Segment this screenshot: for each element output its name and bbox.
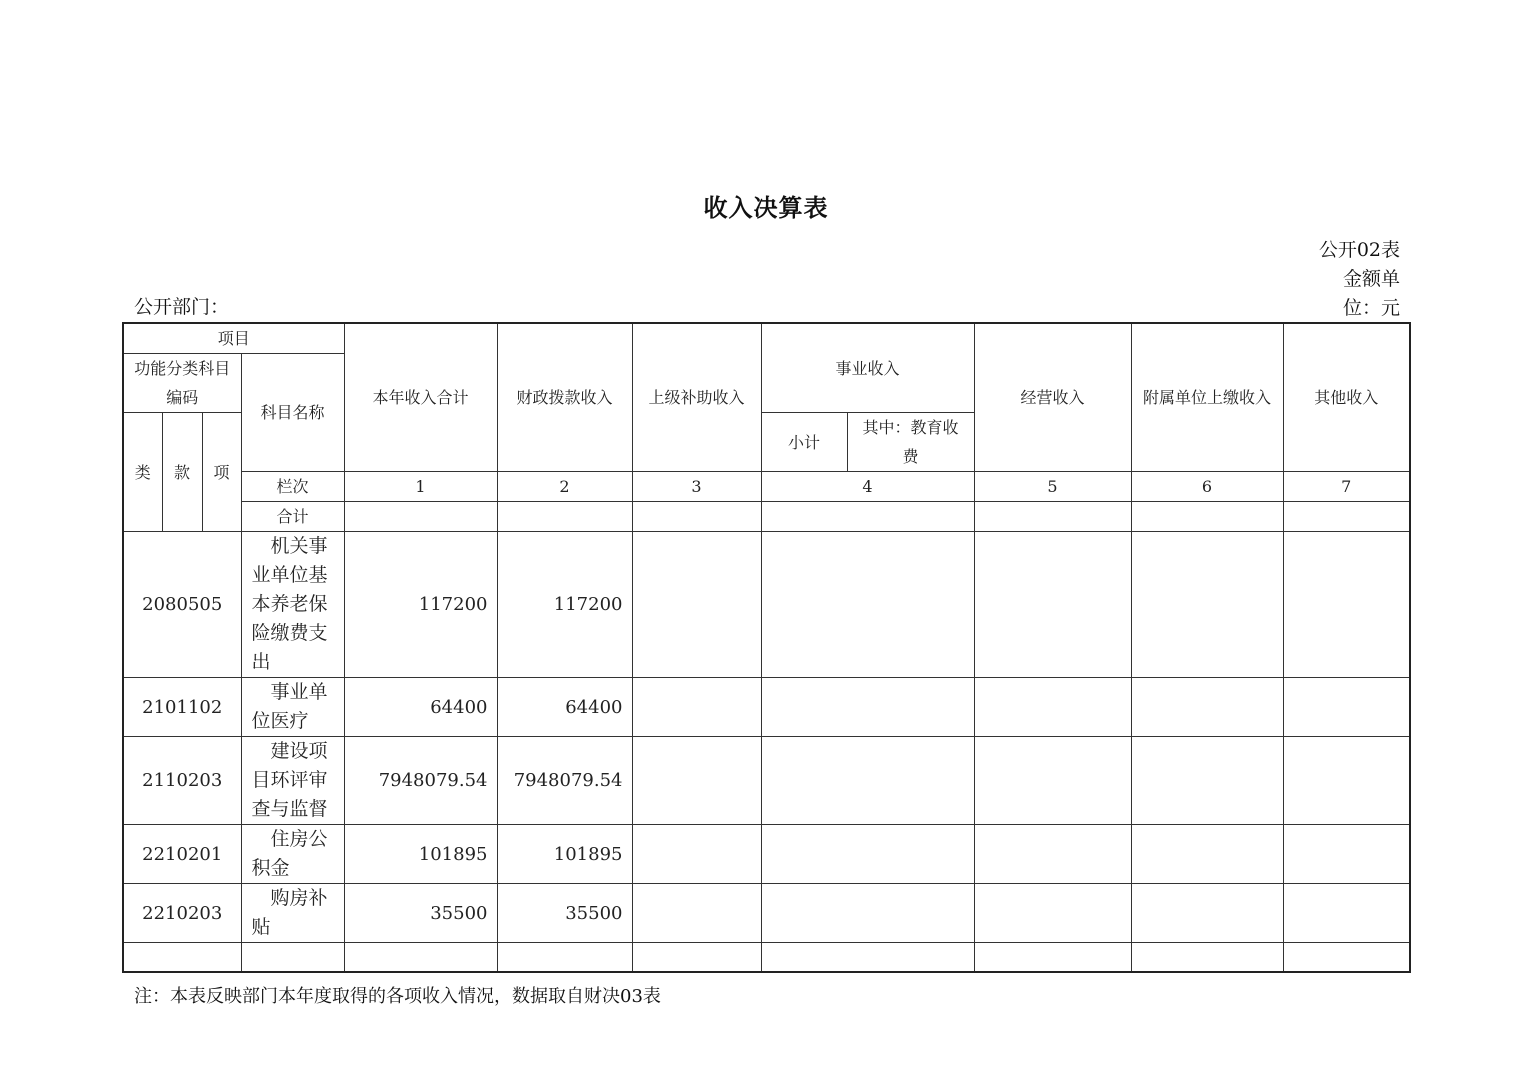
row-subject-name-text: 购房补贴 [251,887,328,938]
col-number: 1 [344,472,497,502]
row-subject-name-text: 建设项目环评审查与监督 [251,740,328,820]
col-number: 2 [497,472,632,502]
header-item: 项目 [123,323,344,354]
table-row [123,678,1410,737]
total-row [123,502,1410,532]
form-number: 公开02表 [1318,239,1400,261]
header-col-edu [847,413,974,472]
col-number: 3 [632,472,761,502]
row-cell [632,737,761,825]
row-subject-name [241,678,344,737]
header-col-affiliated: 附属单位上缴收入 [1131,323,1283,472]
empty-row [123,943,1410,972]
row-cell [1131,532,1283,678]
unit-line-1: 金额单 [1342,268,1400,290]
row-cell [761,678,974,737]
row-code: 2101102 [123,678,241,737]
row-cell [974,737,1131,825]
row-fiscal: 117200 [497,532,632,678]
header-row-1 [123,323,1410,354]
row-total: 35500 [344,884,497,943]
row-code: 2210203 [123,884,241,943]
total-cell [974,502,1131,532]
empty-cell [1283,943,1410,972]
row-fiscal: 101895 [497,825,632,884]
row-subject-name [241,532,344,678]
income-table [122,322,1411,973]
row-subject-name [241,884,344,943]
unit-line-2: 位：元 [1342,297,1400,319]
header-kuan: 款 [162,413,202,532]
col-number: 6 [1131,472,1283,502]
page-title: 收入决算表 [703,193,829,222]
row-cell [632,884,761,943]
empty-cell [241,943,344,972]
total-cell [497,502,632,532]
row-cell [761,884,974,943]
row-cell [1283,532,1410,678]
row-cell [1131,825,1283,884]
total-cell [1283,502,1410,532]
empty-cell [1131,943,1283,972]
row-cell [1283,737,1410,825]
row-fiscal: 64400 [497,678,632,737]
empty-cell [761,943,974,972]
row-label-heji: 合计 [241,502,344,532]
row-cell [761,825,974,884]
total-cell [1131,502,1283,532]
row-subject-name [241,737,344,825]
header-func-code [123,354,241,413]
form-meta [1280,236,1400,323]
row-subject-name-text: 事业单位医疗 [251,681,328,732]
empty-cell [344,943,497,972]
row-cell [974,678,1131,737]
header-col-fiscal: 财政拨款收入 [497,323,632,472]
row-cell [1283,825,1410,884]
header-col-total: 本年收入合计 [344,323,497,472]
row-subject-name-text: 住房公积金 [251,828,328,879]
total-cell [344,502,497,532]
row-code: 2110203 [123,737,241,825]
empty-cell [974,943,1131,972]
header-col-other: 其他收入 [1283,323,1410,472]
table-row [123,884,1410,943]
header-func-code-line1: 功能分类科目 [134,359,231,378]
row-label-lanci: 栏次 [241,472,344,502]
department-label: 公开部门： [134,296,230,318]
table-row [123,825,1410,884]
row-cell [632,532,761,678]
header-func-code-line2: 编码 [166,388,199,407]
total-cell [761,502,974,532]
header-col-upper: 上级补助收入 [632,323,761,472]
empty-cell [123,943,241,972]
row-cell [974,884,1131,943]
header-col-subtotal: 小计 [761,413,847,472]
footnote: 注：本表反映部门本年度取得的各项收入情况，数据取自财决03表 [134,986,661,1007]
row-subject-name [241,825,344,884]
row-total: 64400 [344,678,497,737]
header-col-operating: 经营收入 [974,323,1131,472]
table-row [123,532,1410,678]
row-fiscal: 35500 [497,884,632,943]
table-row [123,737,1410,825]
col-number: 5 [974,472,1131,502]
header-subject-name: 科目名称 [241,354,344,472]
row-code: 2080505 [123,532,241,678]
row-total: 101895 [344,825,497,884]
row-cell [1283,678,1410,737]
row-total: 117200 [344,532,497,678]
row-cell [632,825,761,884]
col-number: 7 [1283,472,1410,502]
row-cell [974,532,1131,678]
empty-cell [497,943,632,972]
row-cell [1131,884,1283,943]
header-col-edu-line1: 其中：教育收 [862,418,959,437]
empty-cell [632,943,761,972]
row-cell [1131,678,1283,737]
row-cell [974,825,1131,884]
lanci-row [123,472,1410,502]
row-code: 2210201 [123,825,241,884]
row-cell [1283,884,1410,943]
row-cell [761,737,974,825]
header-col-business: 事业收入 [761,323,974,413]
row-subject-name-text: 机关事业单位基本养老保险缴费支出 [251,535,328,673]
row-fiscal: 7948079.54 [497,737,632,825]
total-cell [632,502,761,532]
header-xiang: 项 [202,413,241,532]
row-cell [761,532,974,678]
row-total: 7948079.54 [344,737,497,825]
col-number: 4 [761,472,974,502]
header-col-edu-line2: 费 [902,447,919,466]
row-cell [632,678,761,737]
row-cell [1131,737,1283,825]
header-lei: 类 [123,413,162,532]
